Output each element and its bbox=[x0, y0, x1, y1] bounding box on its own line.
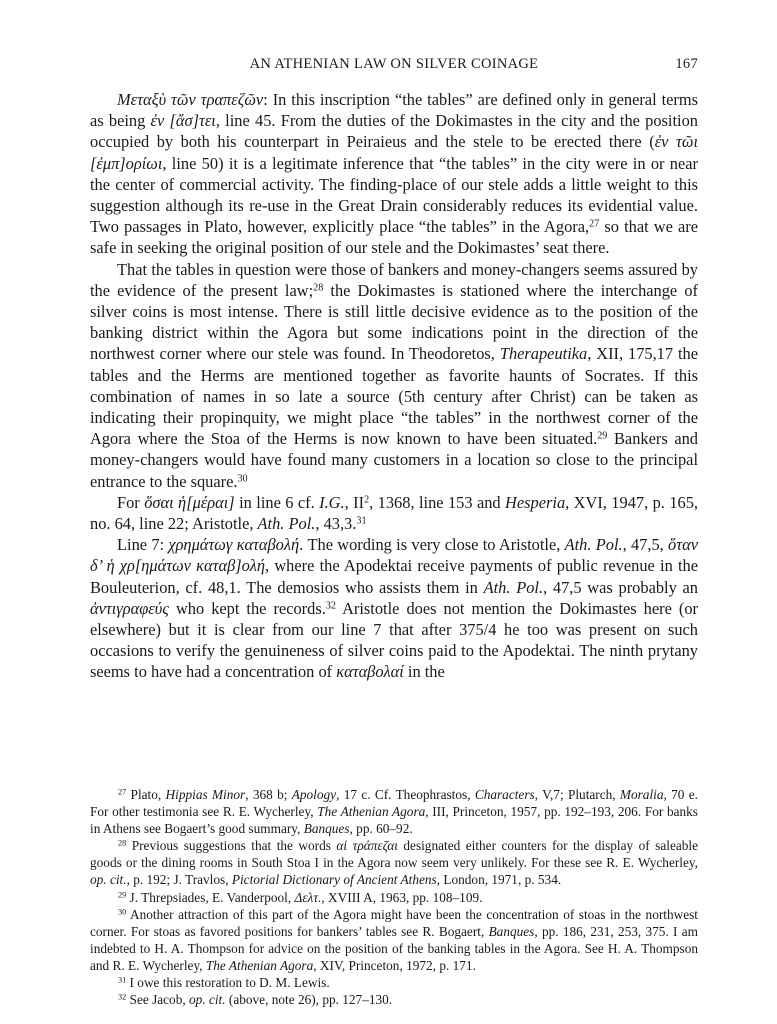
footnote-32: $^{32}$ See Jacob, op. cit. (above, note 26), pp. 127–130. bbox=[118, 992, 393, 1008]
greek-phrase: ὅσαι ἡ[μέραι] bbox=[144, 492, 235, 512]
greek-phrase: ἐν τῶι [ἐμπ]ορίωι bbox=[90, 132, 698, 173]
work-title: Therapeutika bbox=[499, 344, 588, 364]
paragraph-line-7: Line 7: χρημάτωγ καταβολή. The wording is very close to Aristotle, Ath. Pol., 47,5, ὅταν δ’ ἡ χρ[ημάτων καταβ]ολή, where the Apodektai receive payments of public revenue in the Bouleuterion, cf. 48,1. The demosios who assists them in Ath. Pol., 47,5 was probably an ἀντιγραφεύς who kept the records.$^{32}$ Aristotle does not mention the Dokimastes here (or elsewhere) but it is clear from our line 7 that after 375/4 he too was present on such occasions to verify the genuineness of silver coins paid to the Apodektai. The ninth prytany seems to have had a concentration of καταβολαί in the bbox=[90, 535, 698, 682]
work-title: I.G. bbox=[319, 492, 345, 512]
footnote-29: $^{29}$ J. Threpsiades, E. Vanderpool, Δελτ., XVIII A, 1963, pp. 108–109. bbox=[118, 889, 483, 905]
greek-phrase: ἀντιγραφεύς bbox=[90, 598, 169, 618]
footnote-30: $^{30}$ Another attraction of this part of the Agora might have been the concentration of stoas in the northwest corner. For stoas as favored positions for bankers’ tables see R. Bogaert, Banques, pp. 186, 231, 253, 375. I am indebted to H. A. Thompson for advice on the position of the banking tables in the Agora. See H. A. Thompson and R. E. Wycherley, The Athenian Agora, XIV, Princeton, 1972, p. 171. bbox=[90, 906, 699, 973]
footnote-ref-32: 32 bbox=[325, 600, 336, 612]
greek-heading: Μεταξὺ τῶν τραπεζῶν bbox=[117, 90, 264, 109]
footnote-ref-29: 29 bbox=[597, 430, 608, 442]
work-title: Hesperia bbox=[505, 492, 566, 512]
greek-phrase: χρημάτωγ καταβολή bbox=[168, 535, 300, 555]
paragraph-tables-definition: Μεταξὺ τῶν τραπεζῶν: In this inscription “the tables” are defined only in general terms as being ἐν [ἄσ]τει, line 45. From the duties of the Dokimastes in the city and the position occupied by both his counterpart in Peiraieus and the stele to be erected there (ἐν τῶι [ἐμπ]ορίωι, line 50) it is a legitimate inference that “the tables” in the city were in or near the center of commercial activity. The finding-place of our stele adds a little weight to this suggestion although its re-use in the Great Drain considerably reduces its evidential value. Two passages in Plato, however, explicitly place “the tables” in the Agora,$^{27}$ so that we are safe in seeking the original position of our stele and the Dokimastes’ seat there. bbox=[90, 90, 698, 258]
greek-phrase: ὅταν δ’ ἡ χρ[ημάτων καταβ]ολή bbox=[90, 535, 698, 576]
main-text bbox=[90, 89, 698, 683]
footnote-31: $^{31}$ I owe this restoration to D. M. Lewis. bbox=[118, 975, 330, 991]
running-header bbox=[90, 56, 698, 78]
page-number: 167 bbox=[675, 56, 698, 72]
greek-phrase: καταβολαί bbox=[336, 662, 404, 682]
footnotes bbox=[90, 786, 698, 1008]
footnote-ref-28: 28 bbox=[313, 282, 324, 294]
paragraph-bankers: That the tables in question were those of bankers and money-changers seems assured by the evidence of the present law;$^{28}$ the Dokimastes is stationed where the interchange of silver coins is most intense. There is still little decisive evidence as to the position of the banking district within the Agora but some indications point in the direction of the northwest corner where our stele was found. In Theodoretos, Therapeutika, XII, 175,17 the tables and the Herms are mentioned together as favorite haunts of Socrates. If this combination of names in so late a source (5th century after Christ) can be taken as indicating their propinquity, we might place “the tables” in the northwest corner of the Agora where the Stoa of the Herms is now known to have been situated.$^{29}$ Bankers and money-changers would have found many customers in a location so close to the principal entrance to the square.$^{30}$ bbox=[90, 259, 699, 491]
paragraph-line-6: For ὅσαι ἡ[μέραι] in line 6 cf. I.G., $II^2$, 1368, line 153 and Hesperia, XVI, 1947, p. 165, no. 64, line 22; Aristotle, Ath. Pol., 43,3.31 bbox=[90, 492, 699, 534]
footnote-ref-27: 27 bbox=[589, 218, 600, 230]
footnote-28: $^{28}$ Previous suggestions that the words αἱ τράπεζαι designated either counters for the display of saleable goods or the dining rooms in South Stoa I in the Agora now seem very unlikely. For these see R. E. Wycherley, op. cit., p. 192; J. Travlos, Pictorial Dictionary of Ancient Athens, London, 1971, p. 534. bbox=[90, 838, 698, 888]
running-title: AN ATHENIAN LAW ON SILVER COINAGE bbox=[249, 56, 539, 72]
work-title: Ath. Pol. bbox=[483, 577, 544, 597]
footnote-27: $^{27}$ Plato, Hippias Minor, 368 b; Apology, 17 c. Cf. Theophrastos, Characters, V,7; Plutarch, Moralia, 70 e. For other testimonia see R. E. Wycherley, The Athenian Agora, III, Princeton, 1957, pp. 192–193, 206. For banks in Athens see Bogaert’s good summary, Banques, pp. 60–92. bbox=[90, 787, 698, 837]
greek-phrase: ἐν [ἄσ]τει bbox=[150, 111, 216, 131]
footnote-ref-30: 30 bbox=[237, 473, 248, 485]
footnote-ref-31: 31 bbox=[356, 515, 367, 527]
work-title: Ath. Pol. bbox=[564, 535, 623, 555]
work-title: Ath. Pol. bbox=[257, 514, 316, 534]
